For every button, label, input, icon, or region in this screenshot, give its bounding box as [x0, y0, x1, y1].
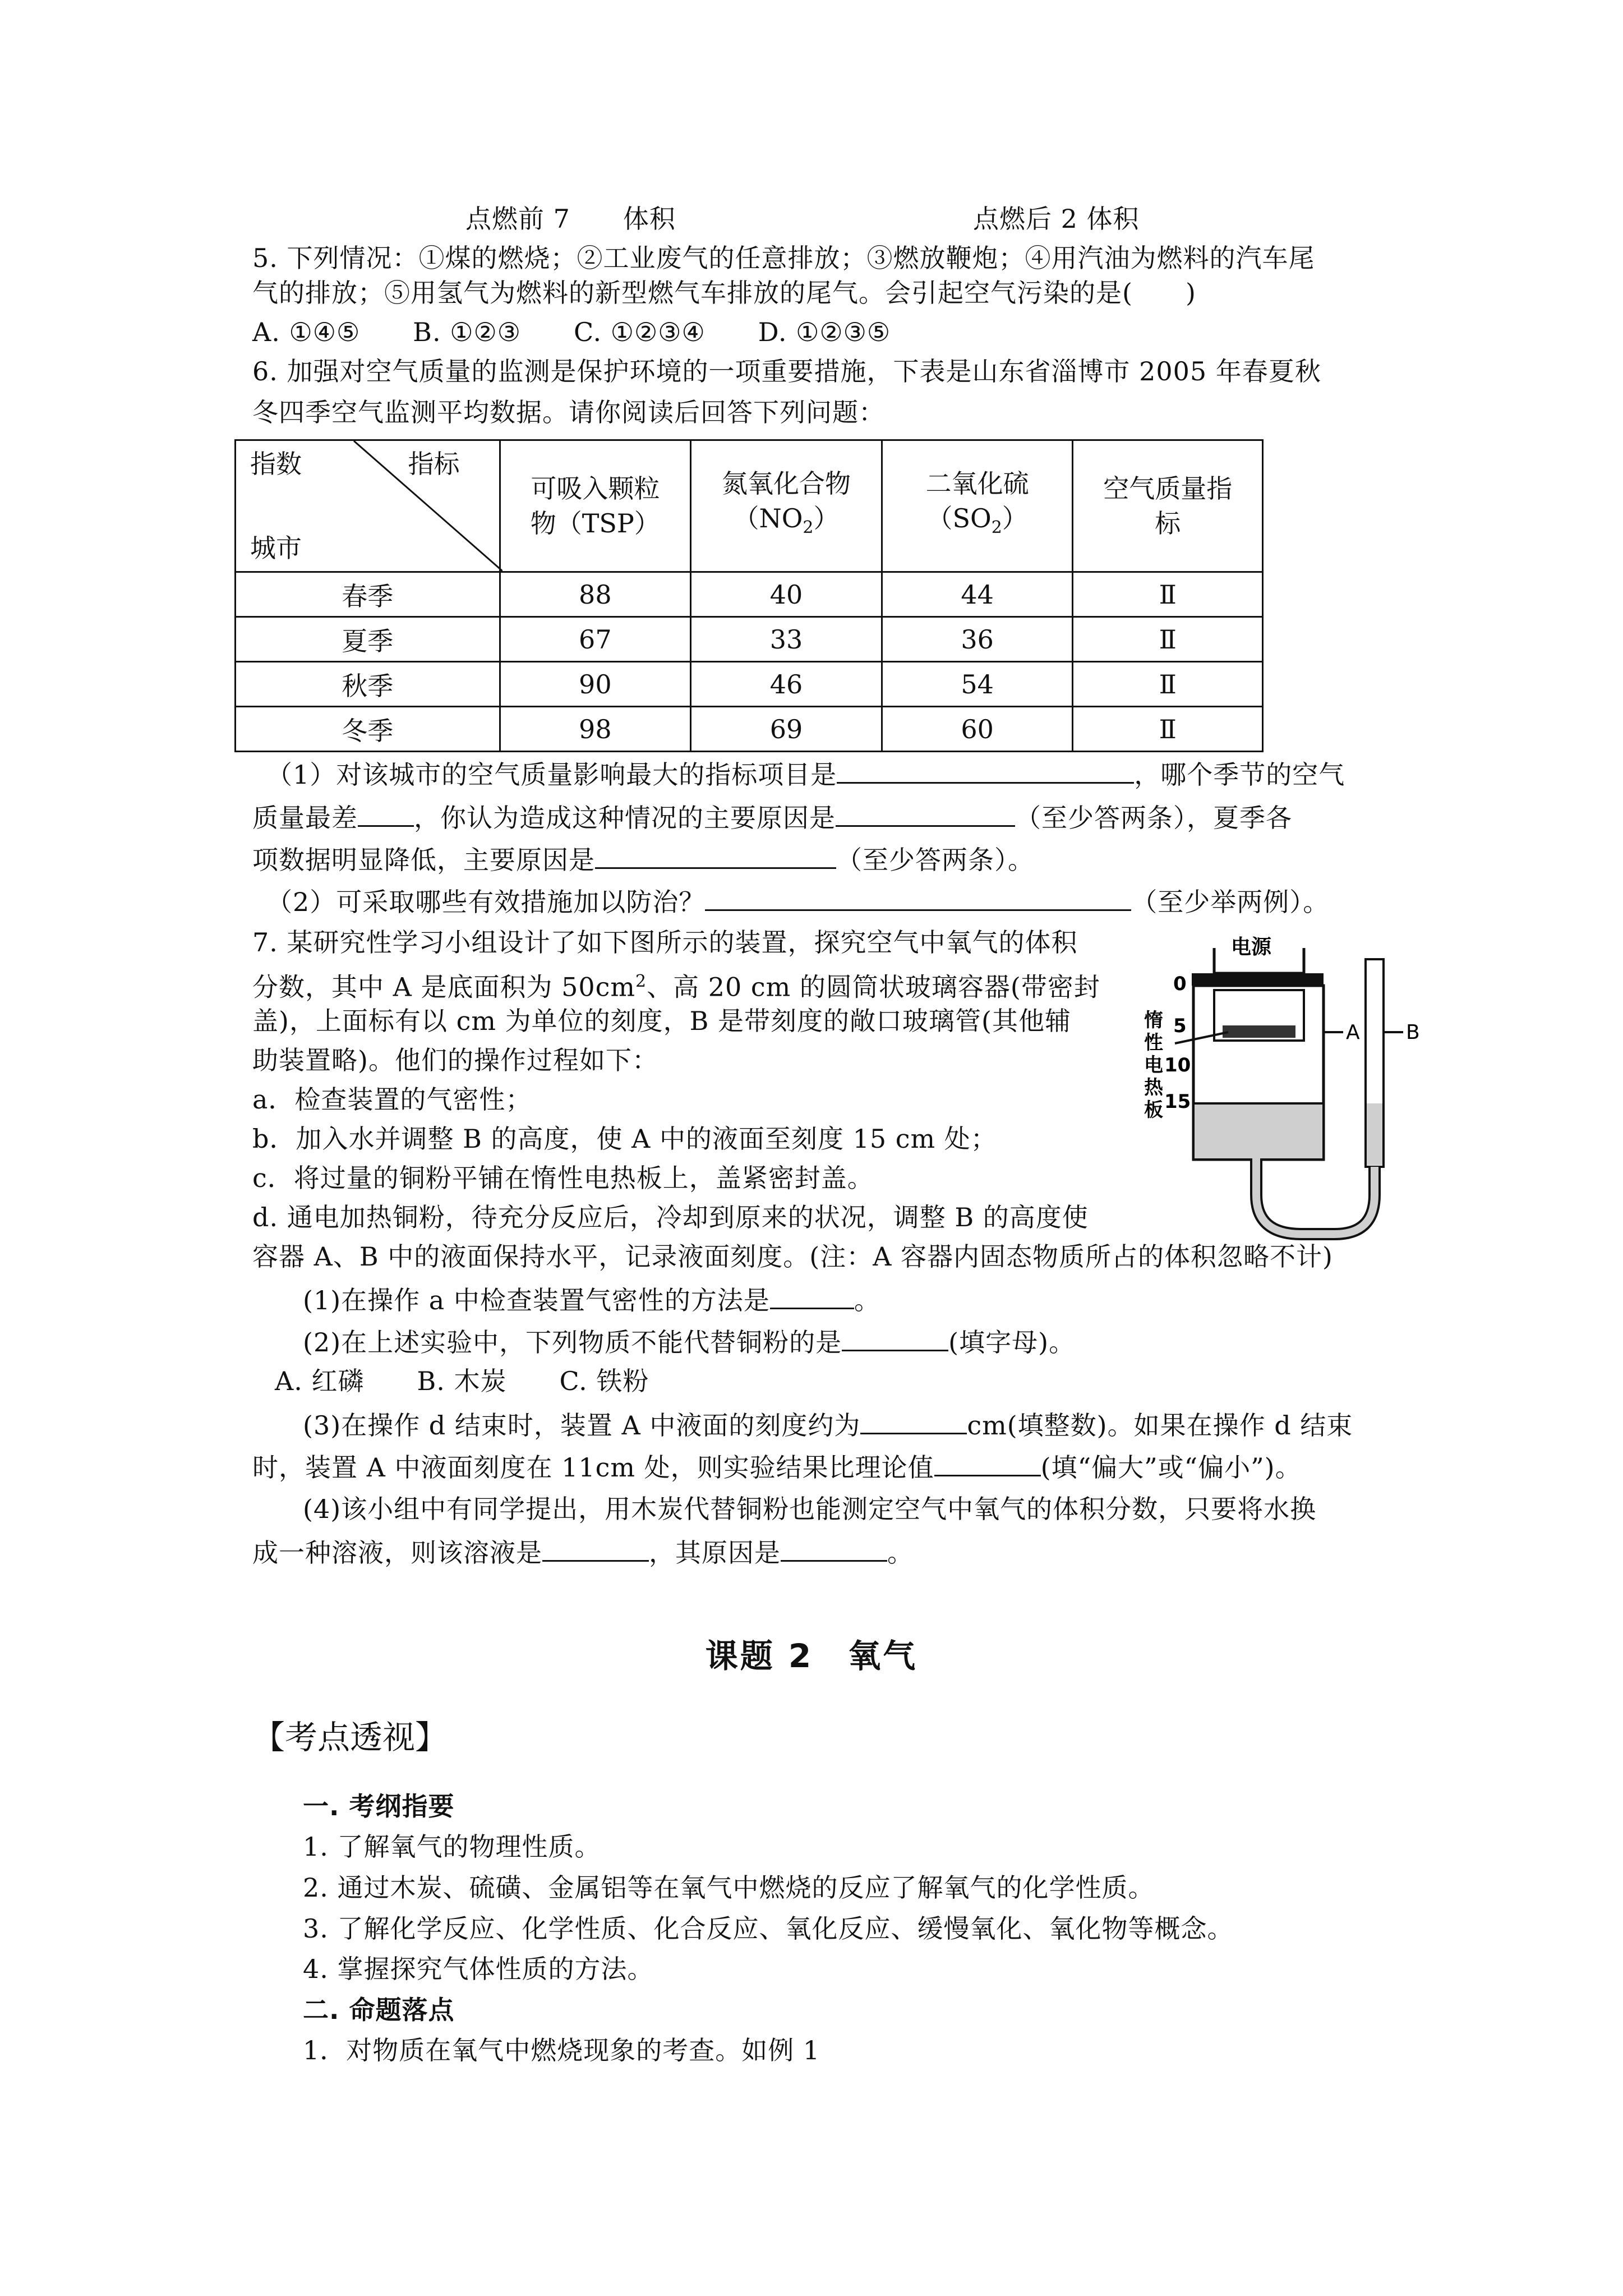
so2-cell: 44 — [882, 572, 1073, 617]
before-ignition-text: 点燃前 7 体积 — [465, 204, 676, 234]
label-a: A — [1346, 1021, 1360, 1044]
answer-blank[interactable] — [595, 841, 836, 869]
so2-cell: 60 — [882, 707, 1073, 752]
q7-line-4: 助装置略)。他们的操作过程如下： — [252, 1045, 658, 1075]
season-cell: 夏季 — [236, 617, 500, 662]
table-row — [236, 707, 1263, 752]
corner-label-index: 指数 — [250, 449, 302, 479]
table-row — [236, 662, 1263, 707]
grade-cell: Ⅱ — [1073, 572, 1263, 617]
answer-blank[interactable] — [705, 884, 1131, 911]
q7-sub2: (2)在上述实验中，下列物质不能代替铜粉的是 (填字母)。 — [303, 1324, 1075, 1359]
q7-line-2: 分数，其中 A 是底面积为 $50cm^2$、高 20 cm 的圆筒状玻璃容器(带密封 — [252, 972, 1100, 1002]
so2-cell: 54 — [882, 662, 1073, 707]
q7-step-a: a．检查装置的气密性； — [252, 1084, 532, 1115]
kaodian-header: 【考点透视】 — [252, 1718, 448, 1756]
grade-cell: Ⅱ — [1073, 707, 1263, 752]
svg-text:电: 电 — [1144, 1054, 1163, 1076]
svg-text:惰: 惰 — [1144, 1009, 1163, 1032]
kaodian-item-3: 3. 了解化学反应、化学性质、化合反应、氧化反应、缓慢氧化、氧化物等概念。 — [303, 1913, 1234, 1944]
q7-step-d-line1: d. 通电加热铜粉，待充分反应后，冷却到原来的状况，调整 B 的高度使 — [252, 1202, 1089, 1232]
svg-text:性: 性 — [1144, 1032, 1163, 1054]
kaodian-item-4: 4. 掌握探究气体性质的方法。 — [303, 1954, 654, 1984]
q7-sub4-line2: 成一种溶液，则该溶液是 ，其原因是 。 — [252, 1534, 914, 1570]
header-grade — [1073, 440, 1263, 572]
tick-label: 0 — [1173, 973, 1187, 995]
answer-blank[interactable] — [837, 756, 1134, 784]
q7-sub3-line1: (3)在操作 d 结束时，装置 A 中液面的刻度约为 cm(填整数)。如果在操作 d 结束 — [303, 1407, 1353, 1442]
sealed-lid — [1192, 973, 1324, 986]
answer-blank[interactable] — [842, 1324, 948, 1351]
no2-cell: 46 — [691, 662, 882, 707]
copper-powder-heater — [1223, 1025, 1295, 1038]
q6-line-2: 冬四季空气监测平均数据。请你阅读后回答下列问题： — [252, 397, 885, 427]
kaodian-item-1: 1. 了解氧气的物理性质。 — [303, 1832, 601, 1862]
season-cell: 冬季 — [236, 707, 500, 752]
after-ignition-text: 点燃后 2 体积 — [973, 204, 1140, 234]
kaodian-section-1: 一. 考纲指要 — [303, 1791, 455, 1821]
q6-line-1: 6. 加强对空气质量的监测是保护环境的一项重要措施，下表是山东省淄博市 2005 年春夏秋 — [252, 356, 1321, 386]
tick-label: 15 — [1164, 1091, 1191, 1113]
table-corner-cell — [236, 440, 500, 572]
header-no2-line2: $(NO_2)$ — [733, 503, 840, 538]
table-row — [236, 572, 1263, 617]
tsp-cell: 67 — [500, 617, 691, 662]
table-header-row — [236, 440, 1263, 572]
apparatus-figure — [1144, 931, 1436, 1245]
power-label: 电源 — [1231, 936, 1272, 959]
header-grade-line2: 标 — [1155, 508, 1181, 539]
answer-blank[interactable] — [781, 1534, 887, 1562]
heater-label — [1144, 1009, 1164, 1121]
tsp-cell: 90 — [500, 662, 691, 707]
answer-blank[interactable] — [542, 1534, 649, 1562]
header-grade-line1: 空气质量指 — [1103, 473, 1233, 504]
q7-line-3: 盖)，上面标有以 cm 为单位的刻度，B 是带刻度的敞口玻璃管(其他辅 — [252, 1006, 1071, 1036]
header-tsp — [500, 440, 691, 572]
water-a — [1195, 1103, 1322, 1158]
tsp-cell: 98 — [500, 707, 691, 752]
kaodian-item-2: 2. 通过木炭、硫磺、金属铝等在氧气中燃烧的反应了解氧气的化学性质。 — [303, 1872, 1155, 1903]
header-no2 — [691, 440, 882, 572]
season-cell: 秋季 — [236, 662, 500, 707]
season-cell: 春季 — [236, 572, 500, 617]
table-row — [236, 617, 1263, 662]
answer-blank[interactable] — [934, 1449, 1041, 1476]
q7-line-1: 7. 某研究性学习小组设计了如下图所示的装置，探究空气中氧气的体积 — [252, 927, 1078, 958]
q7-step-d-line2: 容器 A、B 中的液面保持水平，记录液面刻度。(注：A 容器内固态物质所占的体积忽略不计) — [252, 1241, 1334, 1272]
no2-cell: 40 — [691, 572, 882, 617]
q7-sub4-line1: (4)该小组中有同学提出，用木炭代替铜粉也能测定空气中氧气的体积分数，只要将水换 — [303, 1494, 1317, 1524]
q6-sub2: （2）可采取哪些有效措施加以防治？ （至少举两例）。 — [266, 884, 1329, 919]
q6-sub1-line3: 项数据明显降低，主要原因是 （至少答两条）。 — [252, 841, 1034, 877]
q5-line-1: 5. 下列情况：①煤的燃烧；②工业废气的任意排放；③燃放鞭炮；④用汽油为燃料的汽车尾 — [252, 243, 1315, 273]
kaodian-point-1: 1．对物质在氧气中燃烧现象的考查。如例 1 — [303, 2035, 820, 2065]
header-so2-line2: $(SO_2)$ — [926, 503, 1028, 538]
q5-options: A. ①④⑤ B. ①②③ C. ①②③④ D. ①②③⑤ — [252, 317, 891, 347]
q7-sub1: (1)在操作 a 中检查装置气密性的方法是 。 — [303, 1282, 880, 1317]
answer-blank[interactable] — [770, 1282, 854, 1309]
answer-blank[interactable] — [860, 1407, 967, 1434]
grade-cell: Ⅱ — [1073, 617, 1263, 662]
air-quality-table — [234, 439, 1264, 752]
topic-title: 课题 2 氧气 — [705, 1637, 918, 1675]
tick-label: 10 — [1164, 1054, 1191, 1076]
corner-label-indicator: 指标 — [408, 449, 460, 479]
svg-text:热: 热 — [1144, 1076, 1163, 1099]
tick-label: 5 — [1173, 1015, 1187, 1037]
answer-blank[interactable] — [358, 799, 414, 827]
svg-text:板: 板 — [1144, 1099, 1163, 1121]
q7-step-b: b．加入水并调整 B 的高度，使 A 中的液面至刻度 15 cm 处； — [252, 1124, 997, 1154]
header-tsp-line2: 物（TSP） — [530, 508, 660, 539]
header-no2-line1: 氮氧化合物 — [721, 468, 851, 499]
kaodian-section-2: 二. 命题落点 — [303, 1995, 455, 2025]
q7-sub2-options: A. 红磷 B. 木炭 C. 铁粉 — [275, 1366, 649, 1396]
q6-sub1-line1: （1）对该城市的空气质量影响最大的指标项目是 ，哪个季节的空气 — [266, 756, 1345, 792]
answer-blank[interactable] — [836, 799, 1015, 827]
q7-sub3-line2: 时，装置 A 中液面刻度在 11cm 处，则实验结果比理论值 (填“偏大”或“偏小”)。 — [252, 1449, 1302, 1484]
corner-label-city: 城市 — [250, 533, 302, 563]
header-so2 — [882, 440, 1073, 572]
no2-cell: 33 — [691, 617, 882, 662]
so2-cell: 36 — [882, 617, 1073, 662]
grade-cell: Ⅱ — [1073, 662, 1263, 707]
q7-step-c: c．将过量的铜粉平铺在惰性电热板上，盖紧密封盖。 — [252, 1163, 874, 1193]
label-b: B — [1406, 1021, 1420, 1044]
tsp-cell: 88 — [500, 572, 691, 617]
header-so2-line1: 二氧化硫 — [925, 468, 1029, 499]
q5-line-2: 气的排放；⑤用氢气为燃料的新型燃气车排放的尾气。会引起空气污染的是( ) — [252, 278, 1196, 308]
header-tsp-line1: 可吸入颗粒 — [531, 473, 660, 504]
connecting-hose — [1256, 1158, 1375, 1234]
no2-cell: 69 — [691, 707, 882, 752]
q6-sub1-line2: 质量最差 ，你认为造成这种情况的主要原因是 （至少答两条），夏季各 — [252, 799, 1292, 835]
